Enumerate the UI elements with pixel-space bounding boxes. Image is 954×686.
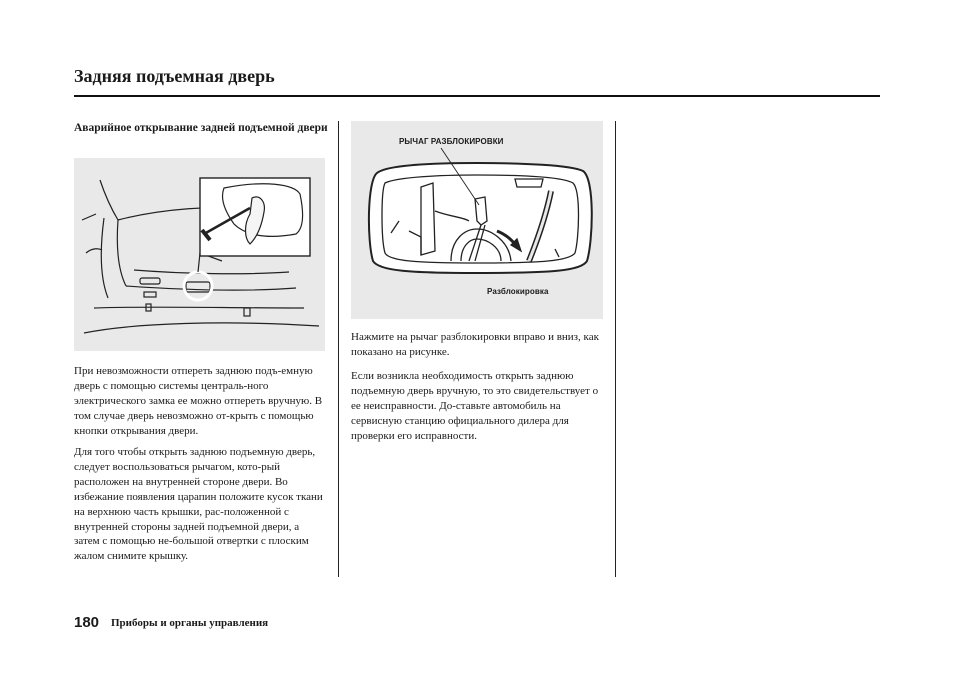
- release-lever-illustration: [351, 121, 603, 319]
- title-divider: [74, 95, 880, 97]
- section-heading: Аварийное открывание задней подъемной двери: [74, 122, 328, 134]
- release-lever-label: РЫЧАГ РАЗБЛОКИРОВКИ: [399, 137, 504, 146]
- middle-paragraph-2: Если возникла необходимость открыть заднюю подъемную дверь вручную, то это свидетельствует о ее неисправности. До-ставьте автомобиль на сервисную станцию официального дилера для проверки его исправности.: [351, 370, 599, 442]
- column-divider-left: [338, 121, 339, 577]
- release-lever-drawing: [351, 121, 603, 319]
- footer-section-name: Приборы и органы управления: [111, 617, 269, 629]
- page-title: Задняя подъемная дверь: [74, 66, 275, 86]
- middle-paragraph-1: Нажмите на рычаг разблокировки вправо и вниз, как показано на рисунке.: [351, 331, 599, 358]
- left-paragraph-1: При невозможности отпереть заднюю подъ-емную дверь с помощью системы централь-ного электрического замка ее можно отпереть вручную. В том случае дверь невозможно от-крыть с помощью кнопки открывания двери.: [74, 365, 323, 437]
- unlock-label: Разблокировка: [487, 287, 549, 296]
- column-divider-right: [615, 121, 616, 577]
- page-number: 180: [74, 614, 100, 631]
- tailgate-drawing: [74, 158, 325, 351]
- left-paragraph-2: Для того чтобы открыть заднюю подъемную дверь, следует воспользоваться рычагом, кото-рый расположен на внутренней стороне двери. Во избежание появления царапин положите кусок ткани на верхнюю часть крышки, рас-положенной с внутренней стороны задней подъемной двери, а затем с помощью не-большой отвертки с плоским жалом снимите крышку.: [74, 446, 323, 563]
- tailgate-illustration: [74, 158, 325, 351]
